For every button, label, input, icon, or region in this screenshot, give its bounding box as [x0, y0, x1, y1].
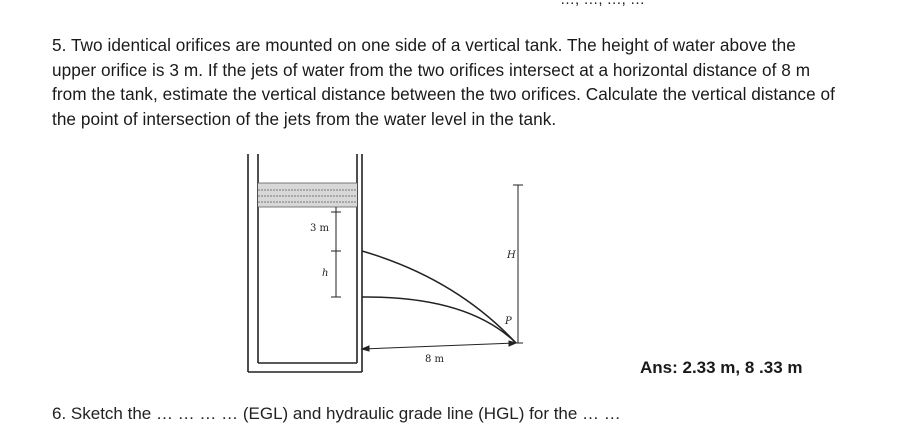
water-surface — [258, 183, 357, 207]
problem-statement: 5. Two identical orifices are mounted on one side of a vertical tank. The height of water above the upper orifice is 3 m. If the jets of water from the two orifices intersect at a horizontal distance of 8 m from the tank, estimate the vertical distance between the two orifices. Calculate the vertical distance of the point of intersection of the jets from the water level in the tank. — [52, 35, 835, 129]
label-8m: 8 m — [425, 354, 445, 365]
label-P: P — [505, 316, 512, 327]
jets — [362, 251, 516, 343]
next-question-fragment: 6. Sketch the … … … … (EGL) and hydraulic grade line (HGL) for the … … — [52, 404, 621, 423]
dimension-h — [331, 251, 341, 297]
dimension-3m — [331, 207, 341, 251]
dimension-8m — [362, 341, 516, 351]
answer: Ans: 2.33 m, 8 .33 m — [640, 358, 803, 377]
label-H: H — [507, 250, 516, 261]
dimension-H — [513, 185, 523, 343]
label-3m: 3 m — [310, 223, 330, 234]
label-h: h — [322, 268, 329, 279]
